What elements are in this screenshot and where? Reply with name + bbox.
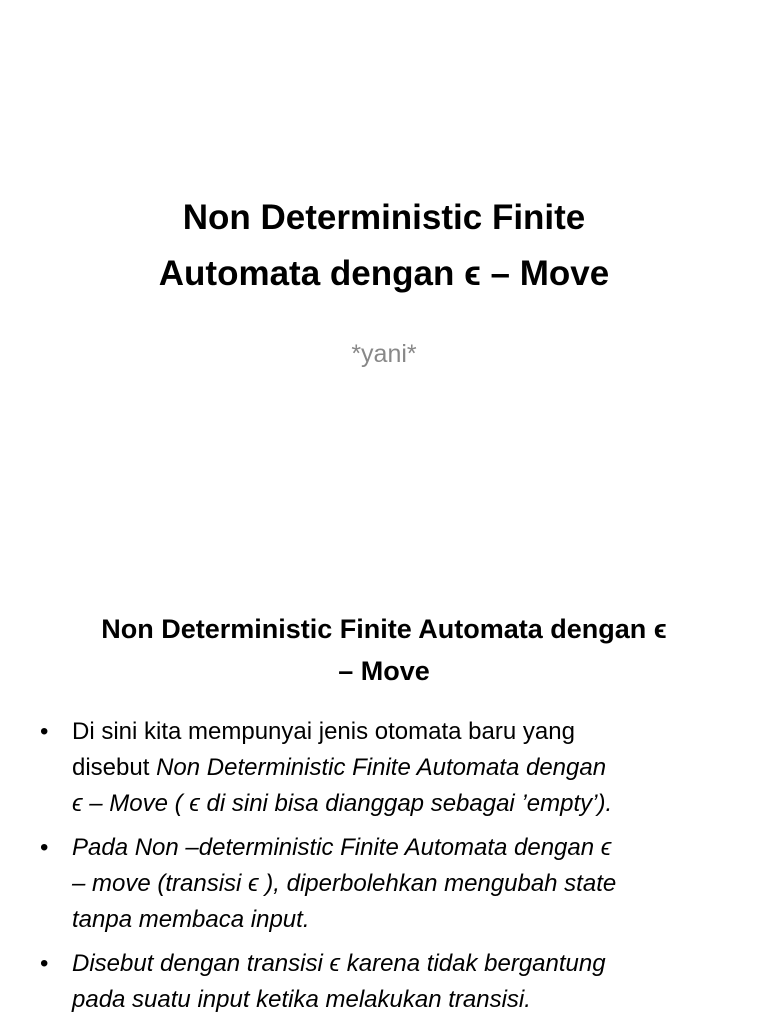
bullet-1-line-2-plain: disebut: [72, 754, 157, 781]
bullet-item-1: [40, 714, 740, 822]
title-line-2: Automata dengan ϵ – Move: [158, 254, 610, 293]
content-title-line-1: Non Deterministic Finite Automata dengan ϵ: [101, 614, 667, 644]
slide-title: [40, 190, 728, 302]
bullet-marker: •: [40, 834, 49, 861]
bullet-3-line-1: Disebut dengan transisi ϵ karena tidak bergantung: [72, 950, 606, 977]
bullet-2-line-1: Pada Non –deterministic Finite Automata dengan ϵ: [72, 834, 612, 861]
bullet-item-2: [40, 830, 740, 938]
bullet-1-line-2-italic: Non Deterministic Finite Automata dengan: [156, 754, 607, 781]
title-line-1: Non Deterministic Finite: [182, 198, 586, 237]
bullet-marker: •: [40, 718, 49, 745]
bullet-list: [40, 714, 740, 1024]
bullet-1-line-1: Di sini kita mempunyai jenis otomata baru yang: [72, 718, 575, 745]
content-title-line-2: – Move: [338, 656, 430, 686]
bullet-2-line-3: tanpa membaca input.: [72, 906, 310, 933]
slide-subtitle: *yani*: [351, 340, 417, 368]
bullet-marker: •: [40, 950, 49, 977]
content-slide: [0, 576, 768, 1024]
bullet-2-line-2: – move (transisi ϵ ), diperbolehkan mengubah state: [72, 870, 617, 897]
bullet-3-line-2: pada suatu input ketika melakukan transisi.: [72, 986, 531, 1013]
content-slide-title: [30, 608, 738, 692]
bullet-item-3: [40, 946, 740, 1018]
bullet-1-line-3: ϵ – Move ( ϵ di sini bisa dianggap sebagai ’empty’).: [72, 790, 613, 817]
